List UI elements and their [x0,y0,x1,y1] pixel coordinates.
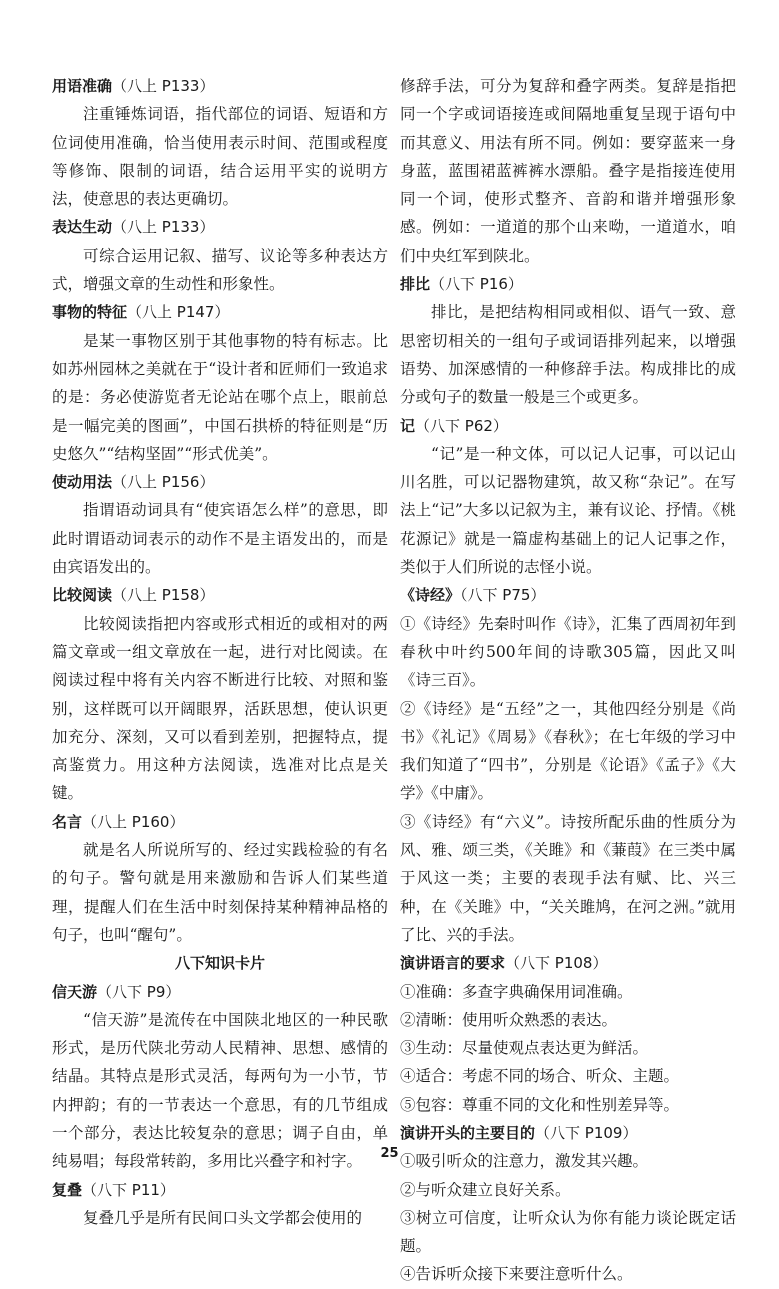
page-number: 25 [380,1146,399,1161]
entry-heading: 《诗经》（八下 P75） [400,586,546,605]
entry-body: 指谓语动词具有“使宾语怎么样”的意思，即此时谓语动词表示的动作不是主语发出的，而是由宾语发出的。 [52,501,388,577]
entry-heading: 演讲开头的主要目的（八下 P109） [400,1123,638,1142]
section-title: 八下知识卡片 [174,954,265,973]
entry-body: 可综合运用记叙、描写、议论等多种表达方式，增强文章的生动性和形象性。 [52,246,388,294]
list-item: ①《诗经》先秦时叫作《诗》，汇集了西周初年到春秋中叶约500年间的诗歌305篇，因此又叫《诗三百》。 [400,614,736,690]
entry-heading: 排比（八下 P16） [400,275,523,294]
right-column [400,72,736,1289]
entry-body: 复叠几乎是所有民间口头文学都会使用的 [83,1208,363,1227]
entry-body-continued: 修辞手法，可分为复辞和叠字两类。复辞是指把同一个字或词语接连或间隔地重复呈现于语句中而其意义、用法有所不同。例如：要穿蓝来一身身蓝，蓝围裙蓝裤裤水漂船。叠字是指接连使用同一个词，使形式整齐、音韵和谐并增强形象感。例如：一道道的那个山来呦，一道道水，咱们中央红军到陕北。 [400,77,736,265]
list-item: ④适合：考虑不同的场合、听众、主题。 [400,1067,680,1086]
entry-heading: 使动用法（八上 P156） [52,473,215,492]
entry-body: “信天游”是流传在中国陕北地区的一种民歌形式，是历代陕北劳动人民精神、思想、感情的结晶。其特点是形式灵活，每两句为一小节，节内押韵；有的一节表达一个意思，有的几节组成一个部分，表达比较复杂的意思；调子自由，单纯易唱；每段常转韵，多用比兴叠字和衬字。 [52,1010,388,1171]
list-item: ③树立可信度，让听众认为你有能力谈论既定话题。 [400,1208,736,1256]
entry-heading: 用语准确（八上 P133） [52,77,215,95]
list-item: ③生动：尽量使观点表达更为鲜活。 [400,1039,649,1058]
entry-heading: 比较阅读（八上 P158） [52,586,215,605]
entry-heading: 事物的特征（八上 P147） [52,303,230,322]
list-item: ①准确：多查字典确保用词准确。 [400,982,633,1001]
list-item: ②清晰：使用听众熟悉的表达。 [400,1010,618,1029]
entry-body: “记”是一种文体，可以记人记事，可以记山川名胜，可以记器物建筑，故又称“杂记”。在写法上“记”大多以记叙为主，兼有议论、抒情。《桃花源记》就是一篇虚构基础上的记人记事之作，类似于人们所说的志怪小说。 [400,444,736,577]
entry-heading: 复叠（八下 P11） [52,1180,175,1199]
list-item: ④告诉听众接下来要注意听什么。 [400,1265,633,1284]
entry-heading: 演讲语言的要求（八下 P108） [400,954,608,973]
entry-body: 就是名人所说所写的、经过实践检验的有名的句子。警句就是用来激励和告诉人们某些道理，提醒人们在生活中时刻保持某种精神品格的句子，也叫“醒句”。 [52,841,388,944]
entry-body: 排比，是把结构相同或相似、语气一致、意思密切相关的一组句子或词语排列起来，以增强语势、加深感情的一种修辞手法。构成排比的成分或句子的数量一般是三个或更多。 [400,303,736,407]
list-item: ①吸引听众的注意力，激发其兴趣。 [400,1152,649,1171]
list-item: ③《诗经》有“六义”。诗按所配乐曲的性质分为风、雅、颂三类，《关雎》和《蒹葭》在三类中属于风这一类；主要的表现手法有赋、比、兴三种，在《关雎》中，“关关雎鸠，在河之洲。”就用了比、兴的手法。 [400,812,736,944]
list-item: ⑤包容：尊重不同的文化和性别差异等。 [400,1095,680,1114]
entry-body: 注重锤炼词语，指代部位的词语、短语和方位词使用准确，恰当使用表示时间、范围或程度等修饰、限制的词语，结合运用平实的说明方法，使意思的表达更确切。 [52,105,388,209]
entry-heading: 信天游（八下 P9） [52,982,181,1001]
list-item: ②《诗经》是“五经”之一，其他四经分别是《尚书》《礼记》《周易》《春秋》；在七年级的学习中我们知道了“四书”，分别是《论语》《孟子》《大学》《中庸》。 [400,699,736,803]
entry-heading: 名言（八上 P160） [52,812,185,831]
left-column [52,72,388,1232]
list-item: ②与听众建立良好关系。 [400,1180,571,1199]
entry-heading: 记（八下 P62） [400,416,508,435]
entry-body: 是某一事物区别于其他事物的特有标志。比如苏州园林之美就在于“设计者和匠师们一致追求的是：务必使游览者无论站在哪个点上，眼前总是一幅完美的图画”，中国石拱桥的特征则是“历史悠久”“结构坚固”“形式优美”。 [52,331,388,463]
entry-heading: 表达生动（八上 P133） [52,218,215,237]
entry-body: 比较阅读指把内容或形式相近的或相对的两篇文章或一组文章放在一起，进行对比阅读。在阅读过程中将有关内容不断进行比较、对照和鉴别，这样既可以开阔眼界，活跃思想，使认识更加充分、深刻，又可以看到差别，把握特点，提高鉴赏力。用这种方法阅读，选准对比点是关键。 [52,614,388,803]
